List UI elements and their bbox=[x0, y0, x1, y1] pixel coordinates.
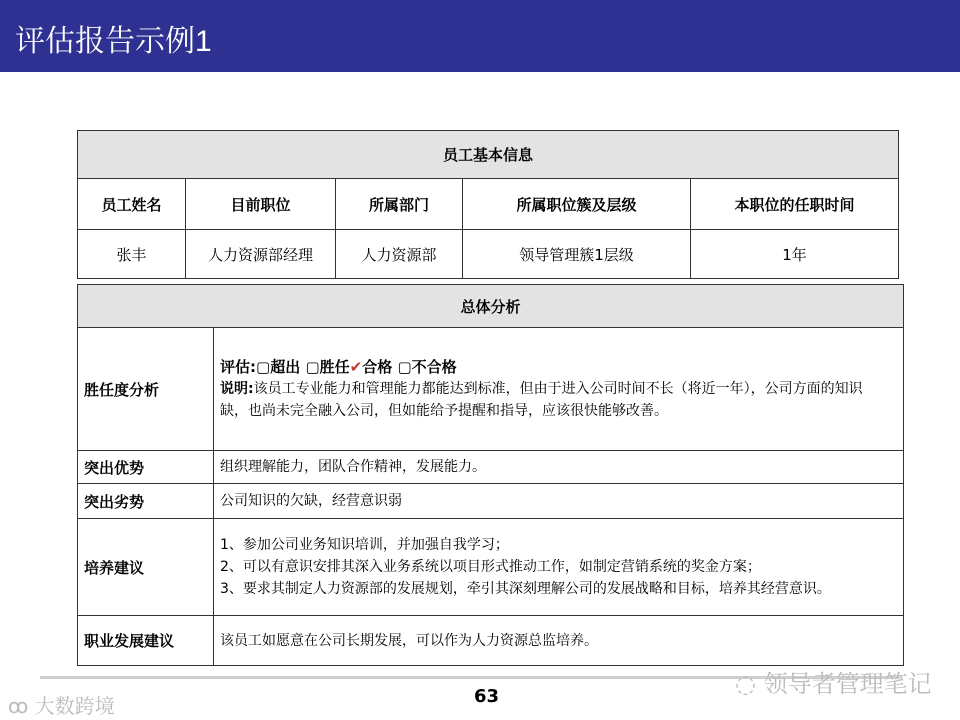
row-label: 突出劣势 bbox=[77, 483, 214, 519]
career-cell bbox=[213, 615, 904, 666]
table-cell: 1年 bbox=[690, 229, 899, 279]
table-cell: 张丰 bbox=[77, 229, 186, 279]
slide-title: 评估报告示例1 bbox=[15, 25, 212, 58]
cell-text: 公司知识的欠缺，经营意识弱 bbox=[220, 493, 402, 509]
watermark-text: 大数跨境 bbox=[34, 694, 115, 718]
row-label: 胜任度分析 bbox=[77, 327, 214, 451]
page-number: 63 bbox=[474, 686, 500, 707]
table-cell: 人力资源部经理 bbox=[185, 229, 336, 279]
wechat-icon: ◌ bbox=[735, 670, 764, 698]
cell-text: 1、参加公司业务知识培训，并加强自我学习； bbox=[220, 537, 509, 553]
checkbox-icon: ▢ bbox=[397, 358, 412, 376]
brand-logo-icon: ꝏ bbox=[8, 694, 35, 718]
cell-text: 组织理解能力，团队合作精神，发展能力。 bbox=[220, 459, 486, 475]
col-header: 员工姓名 bbox=[77, 178, 186, 230]
basic-info-heading: 员工基本信息 bbox=[77, 130, 899, 179]
weaknesses-cell bbox=[213, 483, 904, 519]
table-cell: 领导管理簇1层级 bbox=[462, 229, 691, 279]
row-label: 培养建议 bbox=[77, 518, 214, 616]
competency-cell bbox=[213, 327, 904, 451]
watermark-brand bbox=[8, 690, 115, 719]
option-label: 胜任 bbox=[319, 358, 350, 376]
cell-text: 2、可以有意识安排其深入业务系统以项目形式推动工作，如制定营销系统的奖金方案； bbox=[220, 559, 761, 575]
title-bar bbox=[0, 0, 960, 72]
checkmark-icon: ✔ bbox=[349, 358, 363, 376]
row-label: 突出优势 bbox=[77, 450, 214, 484]
cell-text: 3、要求其制定人力资源部的发展规划，牵引其深刻理解公司的发展战略和目标，培养其经营意识。 bbox=[220, 581, 831, 597]
checkbox-icon: ▢ bbox=[256, 358, 271, 376]
option-label: 合格 bbox=[362, 358, 393, 376]
eval-prefix: 评估: bbox=[220, 358, 256, 376]
analysis-heading: 总体分析 bbox=[77, 284, 904, 328]
note-text: 该员工专业能力和管理能力都能达到标准，但由于进入公司时间不长（将近一年），公司方面的知识 bbox=[253, 381, 863, 397]
option-label: 超出 bbox=[270, 358, 301, 376]
col-header: 所属职位簇及层级 bbox=[462, 178, 691, 230]
note-line bbox=[220, 378, 863, 400]
evaluation-line bbox=[220, 356, 457, 378]
row-label: 职业发展建议 bbox=[77, 615, 214, 666]
watermark-text: 领导者管理笔记 bbox=[763, 670, 932, 698]
note-label: 说明: bbox=[220, 381, 254, 397]
col-header: 目前职位 bbox=[185, 178, 336, 230]
note-line: 缺，也尚未完全融入公司，但如能给予提醒和指导，应该很快能够改善。 bbox=[220, 403, 668, 419]
strengths-cell bbox=[213, 450, 904, 484]
option-label: 不合格 bbox=[411, 358, 457, 376]
col-header: 本职位的任职时间 bbox=[690, 178, 899, 230]
table-cell: 人力资源部 bbox=[335, 229, 463, 279]
col-header: 所属部门 bbox=[335, 178, 463, 230]
training-cell bbox=[213, 518, 904, 616]
cell-text: 该员工如愿意在公司长期发展，可以作为人力资源总监培养。 bbox=[220, 632, 598, 649]
watermark-wechat bbox=[735, 664, 932, 699]
checkbox-icon: ▢ bbox=[305, 358, 320, 376]
